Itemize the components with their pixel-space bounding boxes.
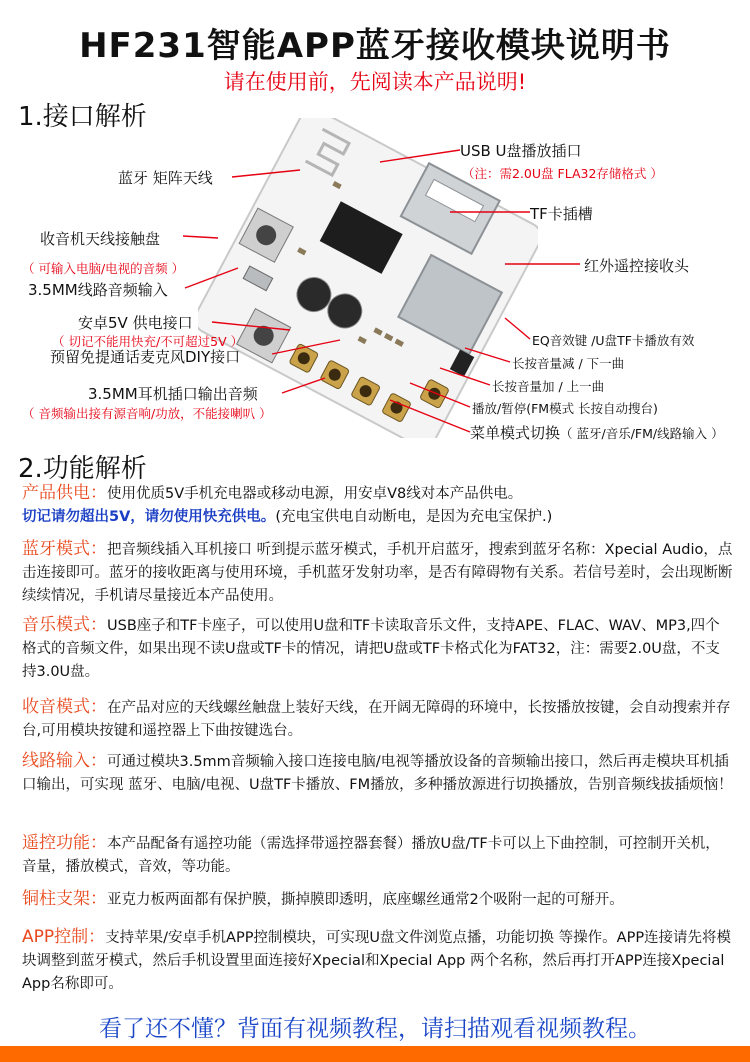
bottom-video-tip: 看了还不懂？背面有视频教程，请扫描观看视频教程。	[99, 1016, 651, 1042]
label-power-note: （ 切记不能用快充/不可超过5V ）	[52, 334, 244, 349]
interface-diagram	[0, 0, 750, 442]
label-tf-slot: TF卡插槽	[530, 205, 593, 223]
label-fm-antenna: 收音机天线接触盘	[40, 230, 161, 248]
label-headphone-out: 3.5MM耳机插口输出音频	[88, 385, 258, 403]
function-copper-head: 铜柱支架：	[22, 889, 107, 909]
function-remote-text: 本产品配备有遥控功能（需选择带遥控器套餐）播放U盘/TF卡可以上下曲控制，可控制开关机，音量，播放模式，音效，等功能。	[22, 836, 720, 875]
label-vol-down-button: 长按音量减 / 下一曲	[512, 356, 625, 371]
label-eq-button: EQ音效键 /U盘TF卡播放有效	[532, 333, 695, 348]
function-radio-text: 在产品对应的天线螺丝触盘上装好天线，在开阔无障碍的环境中，长按播放按键，会自动搜索并存台,可用模块按键和遥控器上下曲按键选台。	[22, 700, 731, 739]
label-mode-button	[470, 422, 724, 443]
mode-label-main: 菜单模式切换	[470, 424, 561, 442]
function-line-in	[22, 750, 734, 797]
function-power	[22, 482, 734, 529]
function-radio	[22, 696, 734, 743]
label-power-port: 安卓5V 供电接口	[78, 314, 193, 332]
function-power-note: (充电宝供电自动断电，是因为充电宝保护.)	[275, 509, 553, 525]
label-headphone-note: （ 音频输出接有源音响/功放，不能接喇叭 ）	[22, 406, 272, 421]
section-interface-title: 1.接口解析	[18, 102, 147, 132]
label-bt-antenna: 蓝牙 矩阵天线	[118, 169, 213, 187]
function-remote	[22, 832, 734, 879]
function-bluetooth	[22, 538, 734, 608]
page-subtitle: 请在使用前，先阅读本产品说明!	[223, 70, 527, 94]
function-radio-head: 收音模式：	[22, 697, 107, 717]
label-usb-note: （注：需2.0U盘 FLA32存储格式 ）	[462, 166, 663, 181]
bottom-orange-bar	[0, 1046, 750, 1062]
section-function-title: 2.功能解析	[18, 454, 147, 484]
function-copper-text: 亚克力板两面都有保护膜，撕掉膜即透明，底座螺丝通常2个吸附一起的可掰开。	[107, 892, 624, 908]
label-ir-receiver: 红外遥控接收头	[584, 257, 690, 275]
label-play-button: 播放/暂停(FM模式 长按自动搜台)	[472, 401, 658, 416]
label-line-in: 3.5MM线路音频输入	[28, 281, 168, 299]
function-music-head: 音乐模式：	[22, 615, 107, 635]
function-remote-head: 遥控功能：	[22, 833, 107, 853]
function-copper	[22, 888, 734, 912]
function-bluetooth-text: 把音频线插入耳机接口 听到提示蓝牙模式，手机开启蓝牙，搜索到蓝牙名称：Xpecial Audio，点击连接即可。蓝牙的接收距离与使用环境，手机蓝牙发射功率，是否有障碍物有关系。若信号差时，会出现断断续续情况，手机请尽量接近本产品使用。	[22, 542, 733, 604]
page-title: HF231智能APP蓝牙接收模块说明书	[79, 26, 671, 66]
label-usb-port: USB U盘播放插口	[460, 142, 582, 160]
function-power-head: 产品供电：	[22, 483, 107, 503]
function-app-head: APP控制：	[22, 927, 106, 947]
function-line-head: 线路输入：	[22, 751, 107, 771]
function-app	[22, 926, 734, 996]
function-music	[22, 614, 734, 684]
function-power-text: 使用优质5V手机充电器或移动电源，用安卓V8线对本产品供电。	[107, 486, 523, 502]
label-fm-note: （ 可输入电脑/电视的音频 ）	[22, 261, 185, 276]
function-line-text: 可通过模块3.5mm音频输入接口连接电脑/电视等播放设备的音频输出接口，然后再走模块耳机插口输出，可实现 蓝牙、电脑/电视、U盘TF卡播放、FM播放，多种播放源进行切换播放，告别音频线拔插烦恼！	[22, 754, 733, 793]
label-mic-port: 预留免提通话麦克风DIY接口	[50, 348, 241, 366]
function-bluetooth-head: 蓝牙模式：	[22, 539, 107, 559]
function-power-warning: 切记请勿超出5V，请勿使用快充供电。	[22, 509, 276, 525]
function-app-text: 支持苹果/安卓手机APP控制模块，可实现U盘文件浏览点播，功能切换 等操作。APP连接请先将模块调整到蓝牙模式，然后手机设置里面连接好Xpecial和Xpecial App 两个名称，然后再打开APP连接Xpecial App名称即可。	[22, 930, 732, 992]
mode-label-note: （ 蓝牙/音乐/FM/线路输入 ）	[560, 426, 724, 441]
label-vol-up-button: 长按音量加 / 上一曲	[492, 379, 605, 394]
function-music-text: USB座子和TF卡座子，可以使用U盘和TF卡读取音乐文件，支持APE、FLAC、WAV、MP3,四个格式的音频文件，如果出现不读U盘或TF卡的情况，请把U盘或TF卡格式化为FAT32，注：需要2.0U盘，不支持3.0U盘。	[22, 618, 720, 680]
